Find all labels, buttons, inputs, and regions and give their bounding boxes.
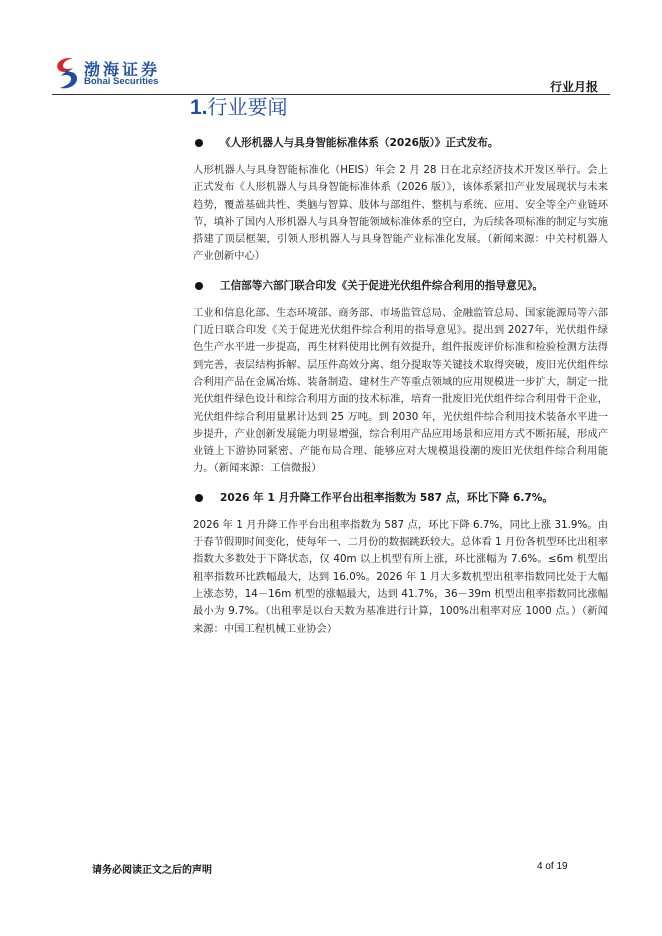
header-divider [52,94,610,95]
bullet-icon [195,494,203,502]
news-body: 2026 年 1 月升降工作平台出租率指数为 587 点，环比下降 6.7%，同比上涨 31.9%。由于春节假期时间变化，使每年一、二月份的数据跳跃较大。总体看 1 月份各机型环比出租率指数大多数处于下降状态，仅 40m 以上机型有所上涨，环比涨幅为 7.6%。≤6m 机型出租率指数环比跌幅最大，达到 16.0%。2026 年 1 月大多数机型出租率指数同比处于大幅上涨态势，14－16m 机型的涨幅最大，达到 41.7%，36－39m 机型出租率指数同比涨幅最小为 9.7%。（出租率是以台天数为基准进行计算，100%出租率对应 1000 点。）（新闻来源：中国工程机械工业协会） [193,518,608,635]
logo-chinese-name: 渤海证券 [84,60,161,79]
section-title-text: 行业要闻 [207,95,288,119]
news-headline-text: 工信部等六部门联合印发《关于促进光伏组件综合利用的指导意见》。 [220,279,544,292]
news-headline-text: 2026 年 1 月升降工作平台出租率指数为 587 点，环比下降 6.7%。 [220,491,553,504]
section-heading [190,91,288,120]
bullet-icon [195,282,203,290]
page-number: 4 of 19 [537,861,568,872]
news-headline [193,277,608,295]
news-body: 人形机器人与具身智能标准化（HEIS）年会 2 月 28 日在北京经济技术开发区举行。会上正式发布《人形机器人与具身智能标准体系（2026 版）》，该体系紧扣产业发展现状与未来趋势，覆盖基础共性、类脑与智算、肢体与部组件、整机与系统、应用、安全等全产业链环节，填补了国内人形机器人与具身智能领域标准体系的空白，为后续各项标准的制定与实施搭建了顶层框架，引领人形机器人与具身智能产业标准化发展。（新闻来源：中关村机器人产业创新中心） [193,164,608,263]
bullet-icon [195,139,203,147]
news-list [193,134,608,649]
logo-english-name: Bohai Securities [84,76,159,87]
page-header [0,0,662,96]
news-headline-text: 《人形机器人与具身智能标准体系（2026版）》正式发布。 [220,137,499,149]
section-number: 1. [190,96,208,119]
news-headline [193,134,608,152]
bohai-swirl-logo-icon [52,55,82,91]
company-logo [52,55,192,91]
news-body: 工业和信息化部、生态环境部、商务部、市场监管总局、金融监管总局、国家能源局等六部门近日联合印发《关于促进光伏组件综合利用的指导意见》。提出到 2027年，光伏组件绿色生产水平进一步提高，再生材料使用比例有效提升，组件报废评价标准和检验检测方法得到完善，表层结构拆解、层压件高效分离、组分提取等关键技术取得突破，废旧光伏组件综合利用产品在金属冶炼、装备制造、建材生产等重点领域的应用规模进一步扩大，制定一批光伏组件绿色设计和综合利用方面的技术标准，培育一批废旧光伏组件综合利用骨干企业，光伏组件综合利用量累计达到 25 万吨。到 2030 年，光伏组件综合利用技术装备水平进一步提升，产业创新发展能力明显增强，综合利用产品应用场景和应用方式不断拓展，形成产业链上下游协同紧密、产能布局合理、能够应对大规模退役潮的废旧光伏组件综合利用能力。（新闻来源：工信微报） [193,306,608,475]
footer-disclaimer: 请务必阅读正文之后的声明 [92,865,212,876]
news-headline [193,489,608,507]
report-type-label: 行业月报 [549,80,598,94]
